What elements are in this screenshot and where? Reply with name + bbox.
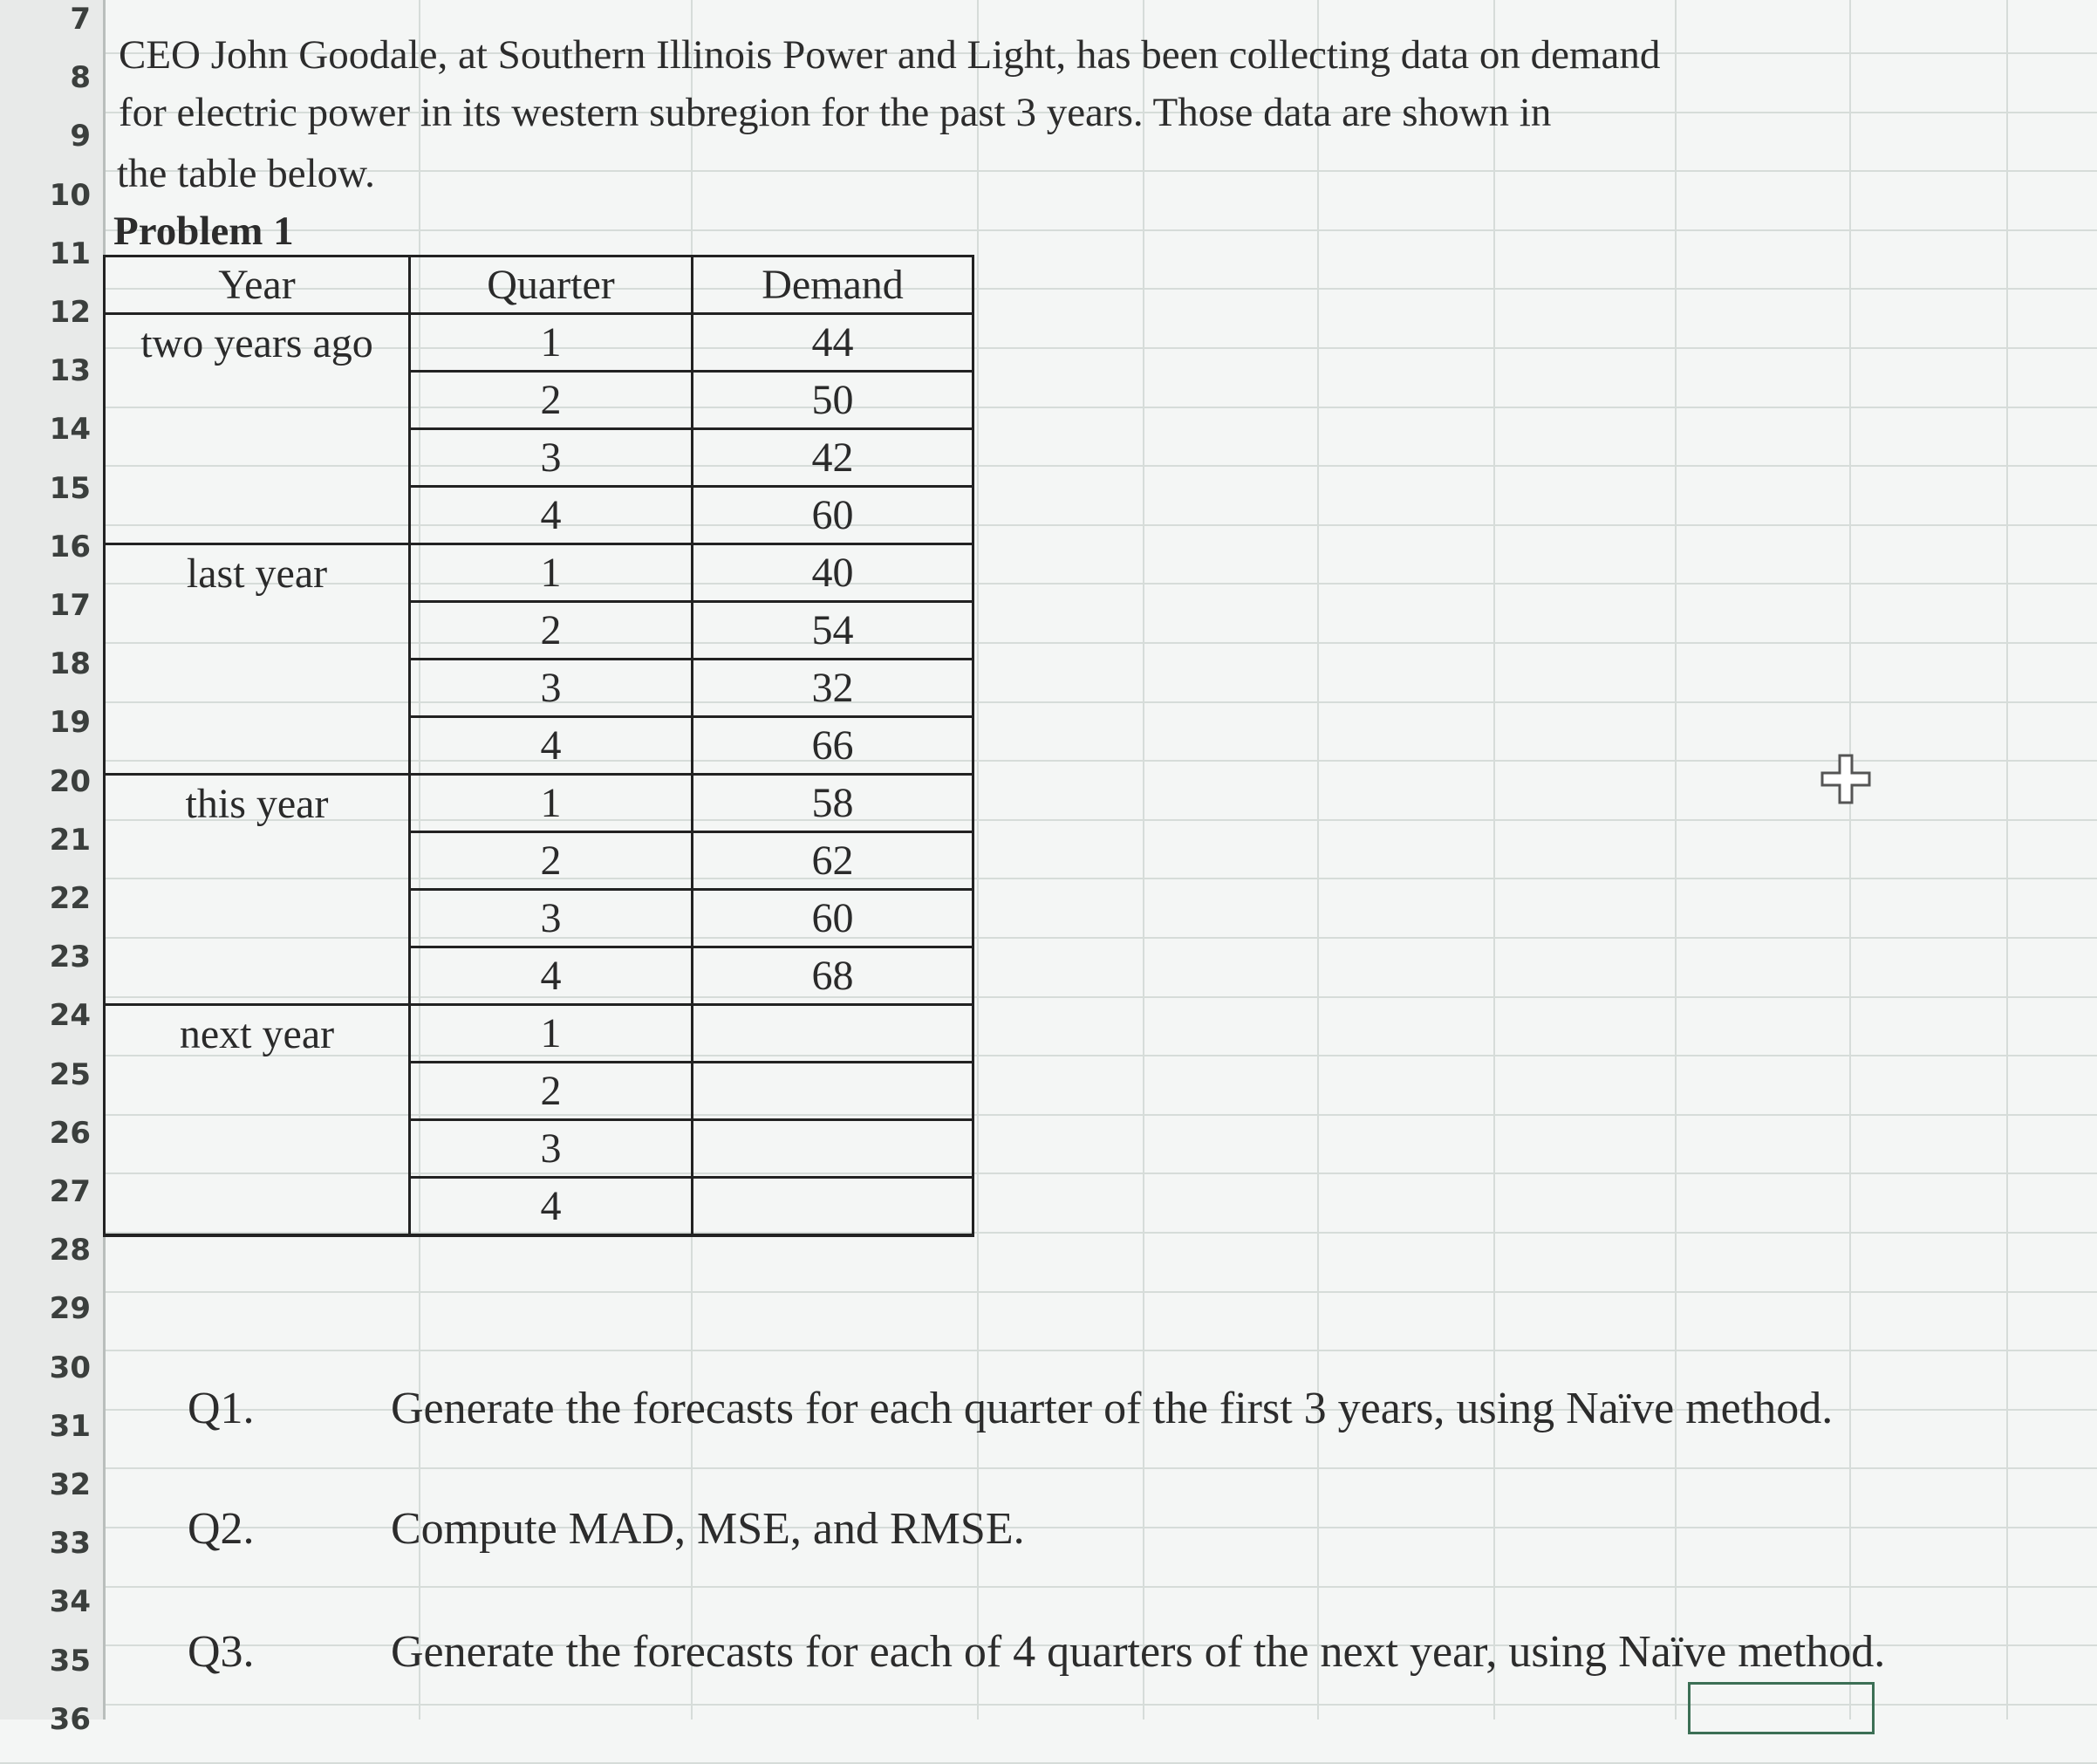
table-row <box>105 1063 973 1120</box>
row-number[interactable]: 29 <box>49 1291 91 1326</box>
grid-column-line <box>1849 0 1851 1720</box>
quarter-cell[interactable]: 1 <box>410 1005 693 1063</box>
row-number[interactable]: 15 <box>49 471 91 506</box>
table-row <box>105 775 973 832</box>
header-quarter[interactable]: Quarter <box>410 256 693 314</box>
row-number[interactable]: 34 <box>49 1584 91 1619</box>
question-label: Q2. <box>188 1504 255 1554</box>
question-text: Generate the forecasts for each quarter of the first 3 years, using Naïve method. <box>391 1384 1834 1433</box>
row-number[interactable]: 23 <box>49 940 91 974</box>
quarter-cell[interactable]: 2 <box>410 1063 693 1120</box>
row-number[interactable]: 36 <box>49 1702 91 1737</box>
grid-column-line <box>1493 0 1495 1720</box>
year-cell[interactable]: last year <box>105 544 410 602</box>
year-cell[interactable]: this year <box>105 775 410 832</box>
row-number[interactable]: 10 <box>49 178 91 213</box>
year-cell[interactable] <box>105 602 410 660</box>
row-number[interactable]: 26 <box>49 1116 91 1151</box>
demand-cell[interactable]: 42 <box>693 429 973 487</box>
year-cell[interactable] <box>105 429 410 487</box>
intro-line-2: for electric power in its western subregion for the past 3 years. Those data are shown in <box>119 90 1552 135</box>
row-number[interactable]: 32 <box>49 1467 91 1502</box>
table-row <box>105 717 973 775</box>
grid-column-line <box>1143 0 1144 1720</box>
row-number[interactable]: 35 <box>49 1644 91 1679</box>
table-row <box>105 314 973 372</box>
demand-cell[interactable]: 62 <box>693 832 973 890</box>
row-number[interactable]: 9 <box>70 119 91 154</box>
table-row <box>105 429 973 487</box>
row-number[interactable]: 14 <box>49 412 91 447</box>
row-number[interactable]: 13 <box>49 353 91 388</box>
year-cell[interactable]: next year <box>105 1005 410 1063</box>
table-row <box>105 544 973 602</box>
year-cell[interactable]: two years ago <box>105 314 410 372</box>
demand-cell[interactable]: 60 <box>693 890 973 947</box>
row-number[interactable]: 20 <box>49 764 91 799</box>
year-cell[interactable] <box>105 1063 410 1120</box>
quarter-cell[interactable]: 1 <box>410 775 693 832</box>
year-cell[interactable] <box>105 372 410 429</box>
question-label: Q1. <box>188 1384 255 1433</box>
row-number[interactable]: 12 <box>49 295 91 330</box>
demand-cell[interactable]: 66 <box>693 717 973 775</box>
problem-title: Problem 1 <box>113 209 294 254</box>
grid-column-line <box>1317 0 1319 1720</box>
table-row <box>105 487 973 544</box>
table-row <box>105 660 973 717</box>
row-number[interactable]: 8 <box>70 60 91 95</box>
row-number[interactable]: 24 <box>49 998 91 1033</box>
intro-line-3: the table below. <box>117 151 375 196</box>
year-cell[interactable] <box>105 1120 410 1178</box>
year-cell[interactable] <box>105 890 410 947</box>
grid-row-line <box>0 1350 2097 1351</box>
row-number[interactable]: 7 <box>70 2 91 37</box>
quarter-cell[interactable]: 1 <box>410 314 693 372</box>
demand-cell[interactable]: 60 <box>693 487 973 544</box>
year-cell[interactable] <box>105 1178 410 1236</box>
intro-line-1: CEO John Goodale, at Southern Illinois Power and Light, has been collecting data on demand <box>119 32 1661 78</box>
header-year[interactable]: Year <box>105 256 410 314</box>
table-row <box>105 947 973 1005</box>
table-row <box>105 832 973 890</box>
table-row <box>105 1005 973 1063</box>
quarter-cell[interactable]: 3 <box>410 1120 693 1178</box>
row-number[interactable]: 21 <box>49 823 91 858</box>
demand-cell[interactable]: 40 <box>693 544 973 602</box>
year-cell[interactable] <box>105 947 410 1005</box>
grid-row-line <box>0 1467 2097 1469</box>
table-row <box>105 890 973 947</box>
demand-cell[interactable] <box>693 1005 973 1063</box>
demand-cell[interactable] <box>693 1120 973 1178</box>
year-cell[interactable] <box>105 832 410 890</box>
grid-row-line <box>0 229 2097 231</box>
grid-column-line <box>1675 0 1677 1720</box>
quarter-cell[interactable]: 4 <box>410 487 693 544</box>
quarter-cell[interactable]: 3 <box>410 660 693 717</box>
plus-cross-cursor-icon <box>1819 752 1873 806</box>
demand-cell[interactable] <box>693 1063 973 1120</box>
quarter-cell[interactable]: 2 <box>410 372 693 429</box>
quarter-cell[interactable]: 1 <box>410 544 693 602</box>
row-number[interactable]: 17 <box>49 588 91 623</box>
year-cell[interactable] <box>105 487 410 544</box>
demand-cell[interactable]: 54 <box>693 602 973 660</box>
row-number[interactable]: 31 <box>49 1409 91 1444</box>
demand-cell[interactable]: 44 <box>693 314 973 372</box>
demand-data-table <box>103 255 974 1237</box>
row-header-column[interactable] <box>0 0 106 1737</box>
row-number[interactable]: 33 <box>49 1526 91 1561</box>
quarter-cell[interactable]: 4 <box>410 1178 693 1236</box>
row-number[interactable]: 27 <box>49 1174 91 1209</box>
table-header-row <box>105 256 973 314</box>
table-row <box>105 1120 973 1178</box>
demand-cell[interactable] <box>693 1178 973 1236</box>
grid-row-line <box>0 1586 2097 1588</box>
grid-column-line <box>2006 0 2008 1720</box>
row-number[interactable]: 19 <box>49 705 91 740</box>
year-cell[interactable] <box>105 660 410 717</box>
row-number[interactable]: 22 <box>49 881 91 916</box>
selected-cell-outline[interactable] <box>1688 1682 1875 1734</box>
grid-row-line <box>0 1291 2097 1293</box>
quarter-cell[interactable]: 2 <box>410 832 693 890</box>
demand-cell[interactable]: 32 <box>693 660 973 717</box>
table-row <box>105 602 973 660</box>
row-number[interactable]: 28 <box>49 1233 91 1268</box>
row-number[interactable]: 18 <box>49 646 91 681</box>
question-text: Compute MAD, MSE, and RMSE. <box>391 1504 1025 1554</box>
table-row <box>105 372 973 429</box>
demand-cell[interactable]: 58 <box>693 775 973 832</box>
row-number[interactable]: 30 <box>49 1350 91 1385</box>
grid-row-line <box>0 1527 2097 1528</box>
grid-column-line <box>977 0 979 1720</box>
question-label: Q3. <box>188 1627 255 1677</box>
header-demand[interactable]: Demand <box>693 256 973 314</box>
quarter-cell[interactable]: 4 <box>410 947 693 1005</box>
question-text: Generate the forecasts for each of 4 quarters of the next year, using Naïve method. <box>391 1627 1886 1677</box>
demand-cell[interactable]: 50 <box>693 372 973 429</box>
quarter-cell[interactable]: 2 <box>410 602 693 660</box>
quarter-cell[interactable]: 3 <box>410 890 693 947</box>
row-number[interactable]: 25 <box>49 1057 91 1092</box>
row-number[interactable]: 11 <box>49 236 91 271</box>
row-number[interactable]: 16 <box>49 530 91 564</box>
table-row <box>105 1178 973 1236</box>
quarter-cell[interactable]: 3 <box>410 429 693 487</box>
demand-cell[interactable]: 68 <box>693 947 973 1005</box>
year-cell[interactable] <box>105 717 410 775</box>
quarter-cell[interactable]: 4 <box>410 717 693 775</box>
